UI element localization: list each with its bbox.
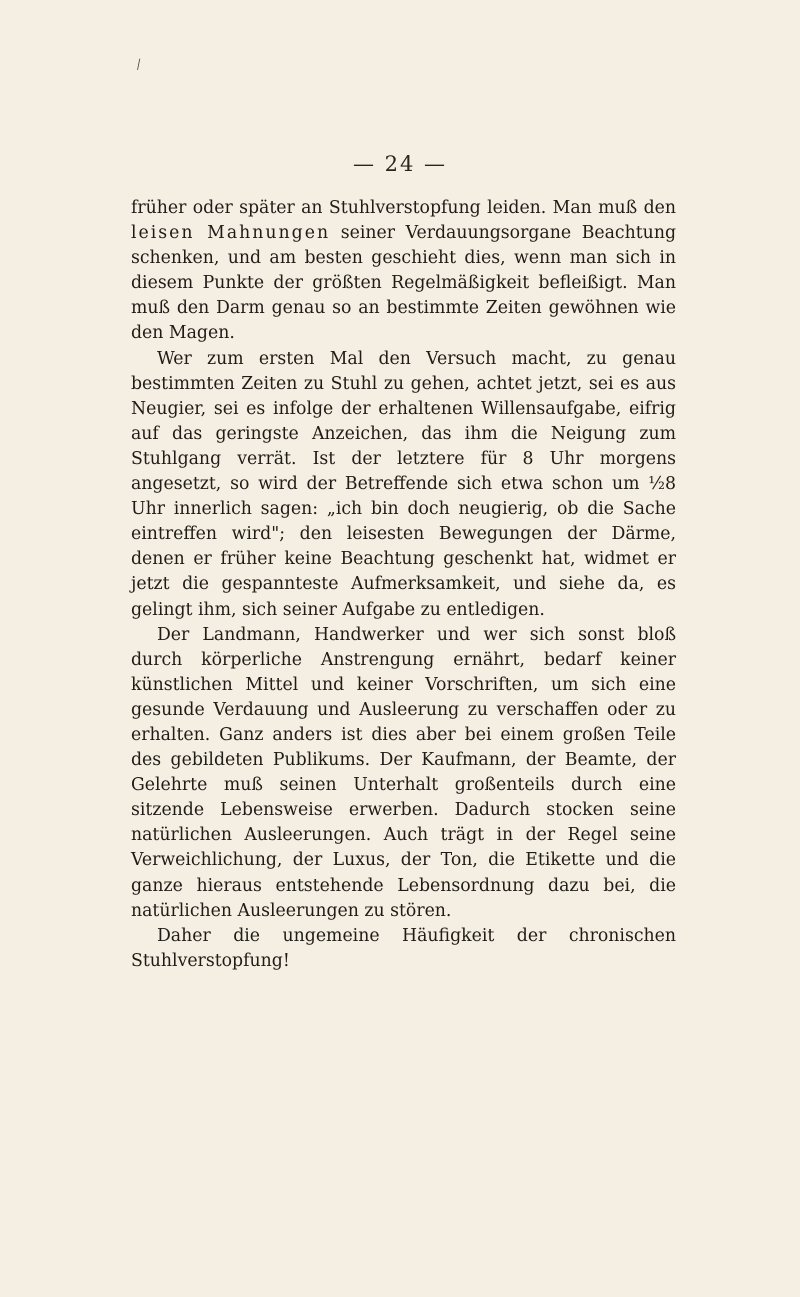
text-segment-emphasis: leisen Mahnungen	[131, 223, 331, 244]
text-segment: Wer zum ersten Mal den Versuch macht, zu genau bestimmten Zeiten zu Stuhl zu gehen, achtet jetzt, sei es aus Neugier, sei es infolge der erhaltenen Willensaufgabe, eifrig auf das geringste Anzeichen, das ihm die Neigung zum Stuhlgang verrät. Ist der letztere für 8 Uhr morgens angesetzt, so wird der Betreffende sich etwa schon um ½8 Uhr innerlich sagen: „ich bin doch neugierig, ob die Sache eintreffen wird"; den leisesten Bewegungen der Därme, denen er früher keine Beachtung geschenkt hat, widmet er jetzt die gespannteste Aufmerksamkeit, und siehe da, es gelingt ihm, sich seiner Aufgabe zu entledigen.	[131, 348, 676, 620]
text-segment: Daher die ungemeine Häufigkeit der chronischen Stuhlverstopfung!	[131, 925, 676, 971]
text-segment: seiner Verdauungsorgane Beachtung schenken, und am besten geschieht dies, wenn man sich in diesem Punkte der größten Regelmäßigkeit befleißigt. Man muß den Darm genau so an bestimmte Zeiten gewöhnen wie den Magen.	[131, 223, 677, 344]
corner-pencil-mark: ⁄	[135, 58, 143, 73]
text-segment: Der Landmann, Handwerker und wer sich sonst bloß durch körperliche Anstrengung ernährt, bedarf keiner künstlichen Mittel und keiner Vorschriften, um sich eine gesunde Verdauung und Ausleerung zu verschaffen oder zu erhalten. Ganz anders ist dies aber bei einem großen Teile des gebildeten Publikums. Der Kaufmann, der Beamte, der Gelehrte muß seinen Unterhalt großenteils durch eine sitzende Lebensweise erwerben. Dadurch stocken seine natürlichen Ausleerungen. Auch trägt in der Regel seine Verweichlichung, der Luxus, der Ton, die Etikette und die ganze hieraus entstehende Lebensordnung dazu bei, die natürlichen Ausleerungen zu stören.	[131, 624, 676, 921]
page-number: — 24 —	[352, 152, 448, 176]
paragraph-2	[131, 347, 676, 623]
paragraph-4	[131, 924, 676, 974]
text-segment: früher oder später an Stuhlverstopfung leiden. Man muß den	[131, 198, 676, 218]
paragraph-3	[131, 623, 676, 924]
body-text	[131, 196, 676, 974]
paragraph-1	[131, 196, 676, 347]
